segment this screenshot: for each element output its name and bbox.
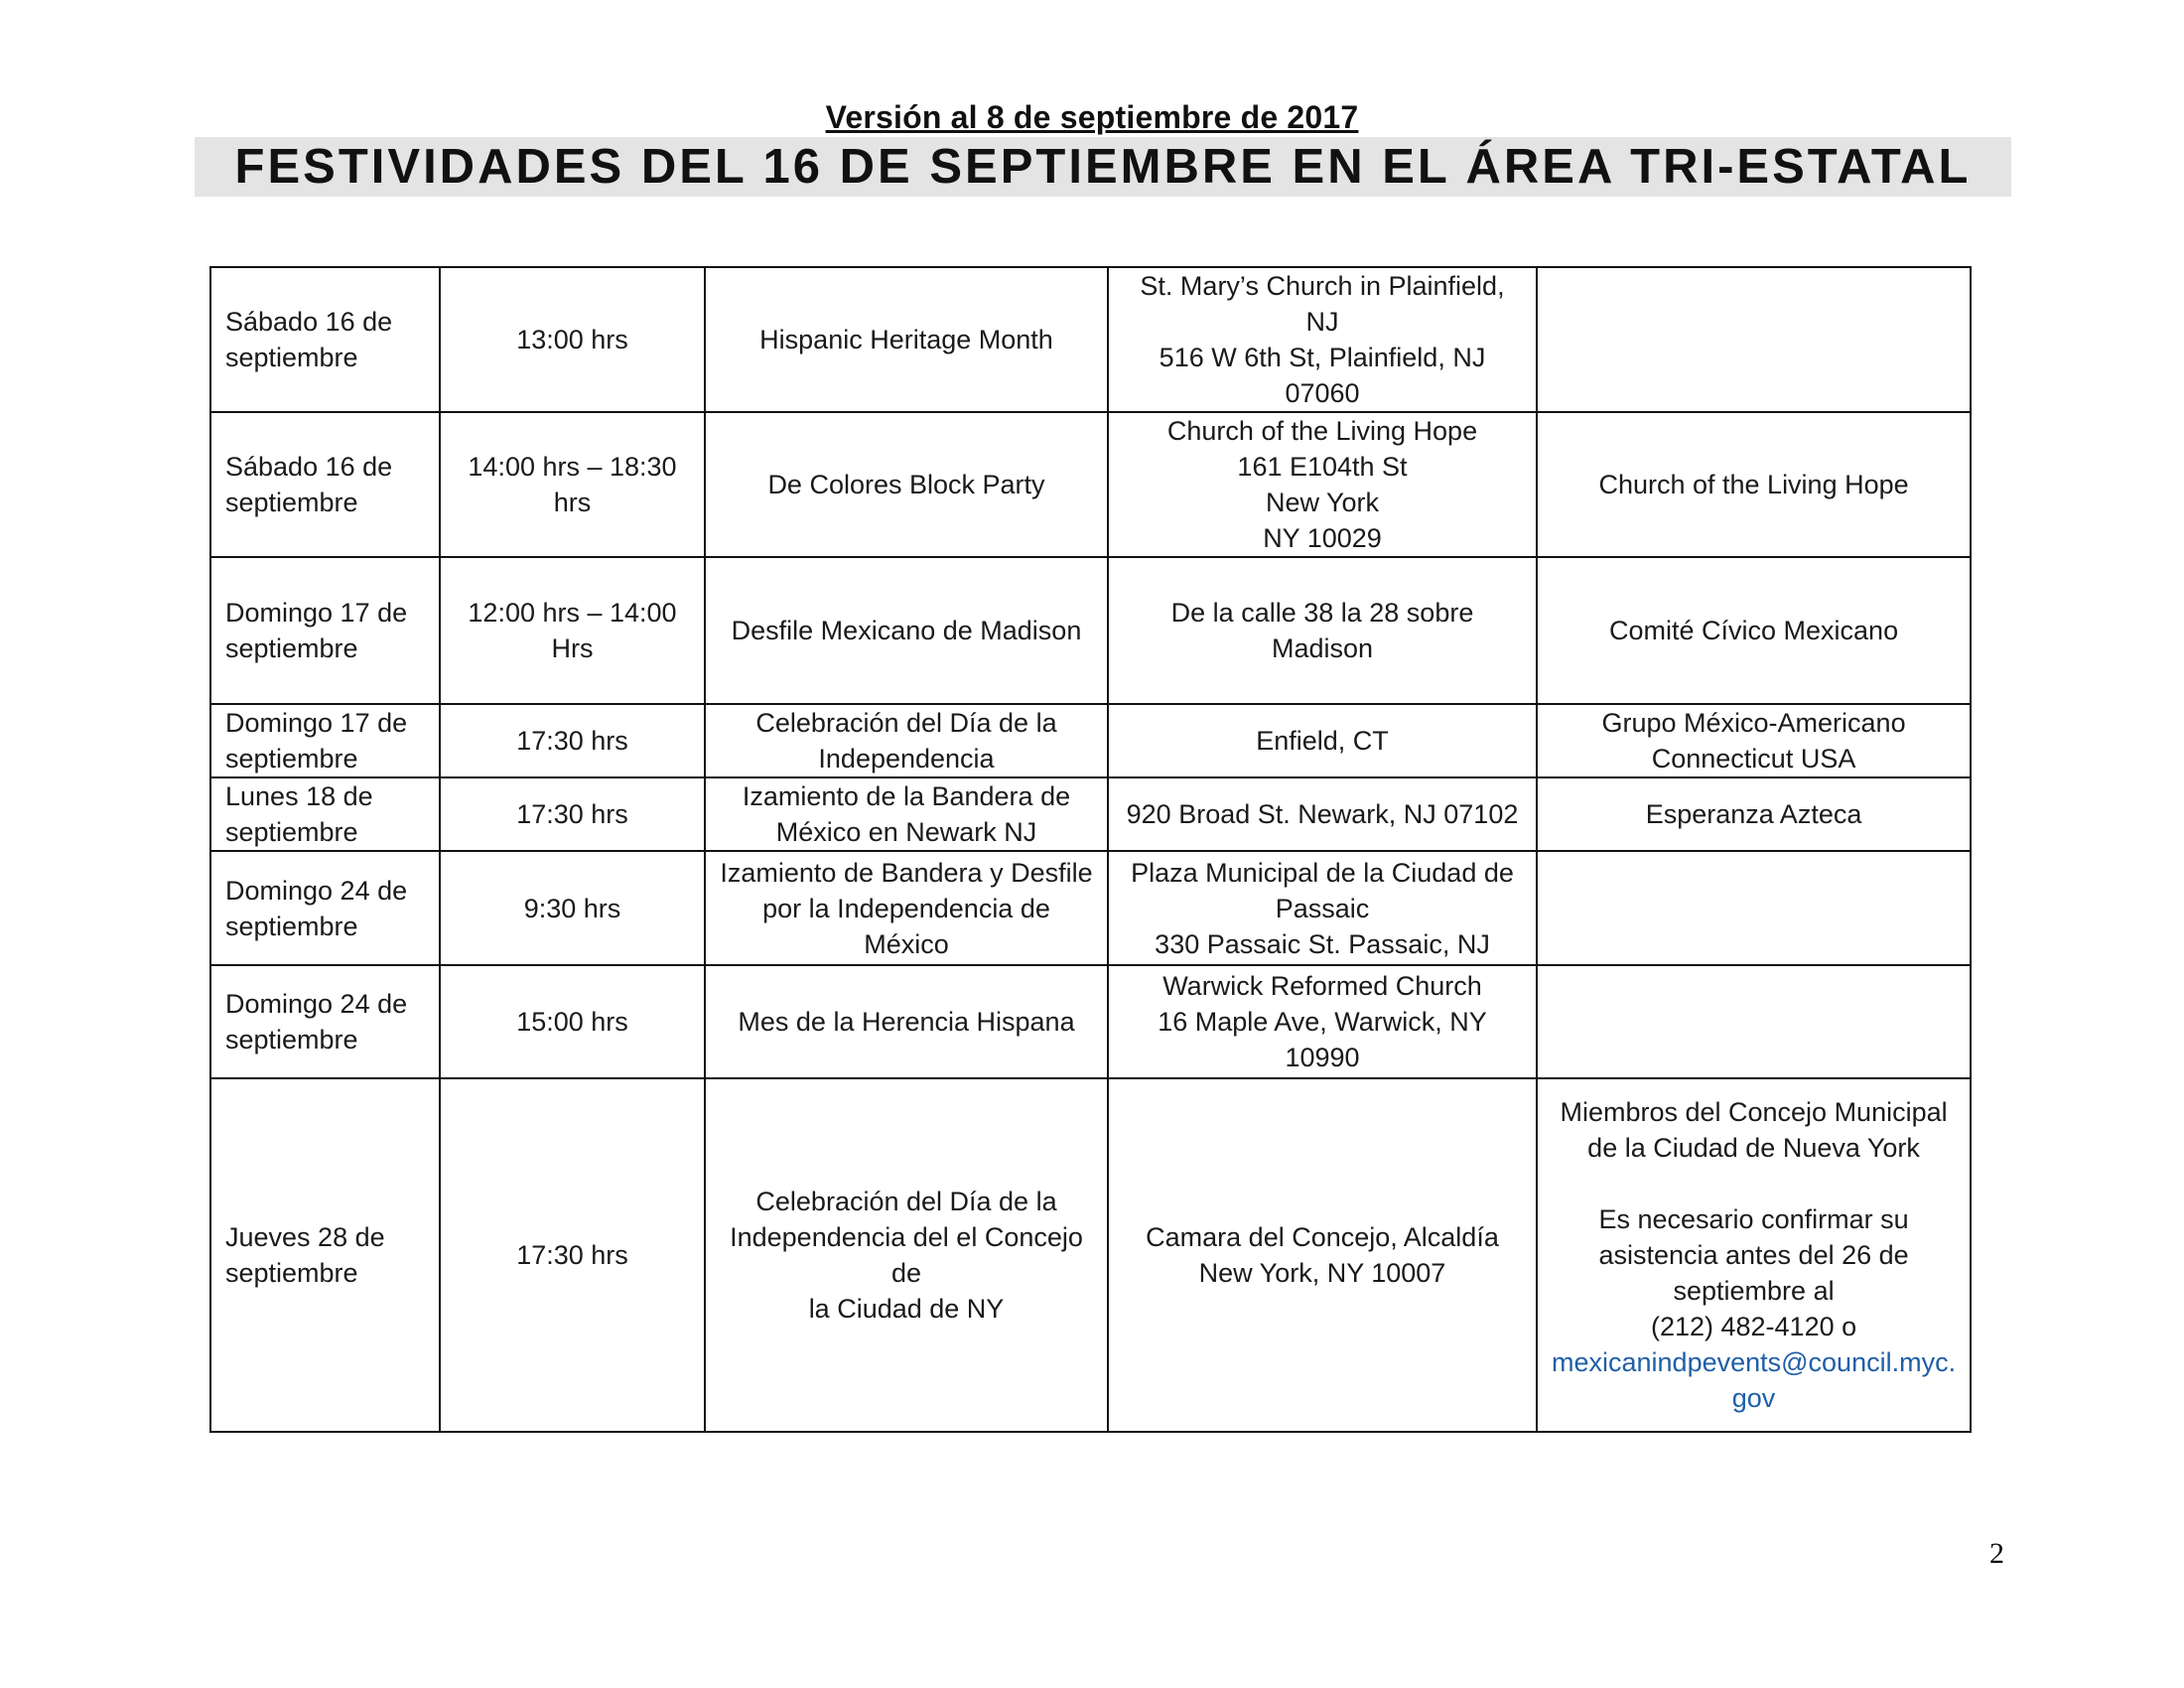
organizer-cell xyxy=(1537,965,1971,1078)
event-cell xyxy=(705,557,1108,704)
location-cell xyxy=(1108,557,1537,704)
organizer-text: Esperanza Azteca xyxy=(1645,799,1862,829)
location-cell xyxy=(1108,777,1537,851)
time-text: 13:00 hrs xyxy=(516,325,628,354)
event-cell xyxy=(705,704,1108,777)
location-text: Warwick Reformed Church 16 Maple Ave, Warwick, NY 10990 xyxy=(1158,971,1487,1072)
date-cell xyxy=(210,267,440,412)
table-row xyxy=(210,267,1971,412)
location-cell xyxy=(1108,851,1537,965)
table-row xyxy=(210,777,1971,851)
event-text: Celebración del Día de la Independencia del el Concejo de la Ciudad de NY xyxy=(730,1187,1083,1324)
date-cell xyxy=(210,557,440,704)
time-cell xyxy=(440,412,705,557)
page-number: 2 xyxy=(1989,1537,2004,1570)
time-text: 12:00 hrs – 14:00 Hrs xyxy=(468,598,677,663)
time-cell xyxy=(440,777,705,851)
event-text: Izamiento de la Bandera de México en Newark NJ xyxy=(742,781,1071,847)
table-row xyxy=(210,965,1971,1078)
date-text: Domingo 17 de septiembre xyxy=(225,708,408,774)
location-text: Plaza Municipal de la Ciudad de Passaic 330 Passaic St. Passaic, NJ xyxy=(1131,857,1514,959)
organizer-cell xyxy=(1537,1078,1971,1432)
event-text: Mes de la Herencia Hispana xyxy=(738,1007,1075,1037)
organizer-text: Miembros del Concejo Municipal de la Ciudad de Nueva York Es necesario confirmar su asistencia antes del 26 de septiembre al (212) 482-4120 o xyxy=(1560,1097,1948,1341)
time-text: 9:30 hrs xyxy=(523,893,621,923)
event-text: Hispanic Heritage Month xyxy=(759,325,1053,354)
event-cell xyxy=(705,851,1108,965)
event-text: Izamiento de Bandera y Desfile por la Independencia de México xyxy=(720,857,1093,959)
time-text: 17:30 hrs xyxy=(516,799,628,829)
date-text: Sábado 16 de septiembre xyxy=(225,307,393,372)
table-row xyxy=(210,704,1971,777)
events-table xyxy=(209,266,1972,1433)
table-row xyxy=(210,412,1971,557)
event-cell xyxy=(705,412,1108,557)
date-cell xyxy=(210,704,440,777)
time-cell xyxy=(440,851,705,965)
event-cell xyxy=(705,777,1108,851)
date-cell xyxy=(210,1078,440,1432)
date-text: Domingo 24 de septiembre xyxy=(225,989,408,1055)
location-text: Enfield, CT xyxy=(1256,726,1389,756)
date-text: Lunes 18 de septiembre xyxy=(225,781,373,847)
event-text: De Colores Block Party xyxy=(767,470,1045,499)
date-text: Domingo 24 de septiembre xyxy=(225,875,408,941)
event-text: Celebración del Día de la Independencia xyxy=(755,708,1057,774)
location-text: Camara del Concejo, Alcaldía New York, NY 10007 xyxy=(1146,1222,1499,1288)
time-text: 17:30 hrs xyxy=(516,726,628,756)
time-cell xyxy=(440,965,705,1078)
location-text: St. Mary’s Church in Plainfield, NJ 516 W 6th St, Plainfield, NJ 07060 xyxy=(1140,271,1505,408)
email-link[interactable]: mexicanindpevents@council.myc. gov xyxy=(1552,1347,1957,1413)
location-cell xyxy=(1108,704,1537,777)
time-text: 15:00 hrs xyxy=(516,1007,628,1037)
organizer-cell xyxy=(1537,777,1971,851)
time-cell xyxy=(440,267,705,412)
version-heading: Versión al 8 de septiembre de 2017 xyxy=(825,99,1359,135)
time-cell xyxy=(440,704,705,777)
location-cell xyxy=(1108,267,1537,412)
page-title: FESTIVIDADES DEL 16 DE SEPTIEMBRE EN EL ÁREA TRI-ESTATAL xyxy=(234,140,1972,194)
location-cell xyxy=(1108,412,1537,557)
organizer-text: Grupo México-Americano Connecticut USA xyxy=(1601,708,1906,774)
date-cell xyxy=(210,777,440,851)
date-text: Jueves 28 de septiembre xyxy=(225,1222,385,1288)
location-cell xyxy=(1108,1078,1537,1432)
organizer-cell xyxy=(1537,851,1971,965)
location-text: 920 Broad St. Newark, NJ 07102 xyxy=(1126,799,1519,829)
date-text: Domingo 17 de septiembre xyxy=(225,598,408,663)
location-text: Church of the Living Hope 161 E104th St New York NY 10029 xyxy=(1166,416,1478,553)
date-text: Sábado 16 de septiembre xyxy=(225,452,393,517)
location-cell xyxy=(1108,965,1537,1078)
time-cell xyxy=(440,557,705,704)
date-cell xyxy=(210,965,440,1078)
table-row xyxy=(210,1078,1971,1432)
table-row xyxy=(210,557,1971,704)
organizer-cell xyxy=(1537,557,1971,704)
table-row xyxy=(210,851,1971,965)
time-text: 17:30 hrs xyxy=(516,1240,628,1270)
date-cell xyxy=(210,851,440,965)
event-cell xyxy=(705,965,1108,1078)
event-cell xyxy=(705,1078,1108,1432)
organizer-cell xyxy=(1537,267,1971,412)
organizer-text: Church of the Living Hope xyxy=(1598,470,1909,499)
organizer-text: Comité Cívico Mexicano xyxy=(1609,616,1899,645)
location-text: De la calle 38 la 28 sobre Madison xyxy=(1170,598,1474,663)
event-cell xyxy=(705,267,1108,412)
organizer-cell xyxy=(1537,412,1971,557)
time-text: 14:00 hrs – 18:30 hrs xyxy=(468,452,677,517)
time-cell xyxy=(440,1078,705,1432)
organizer-cell xyxy=(1537,704,1971,777)
date-cell xyxy=(210,412,440,557)
event-text: Desfile Mexicano de Madison xyxy=(731,616,1082,645)
